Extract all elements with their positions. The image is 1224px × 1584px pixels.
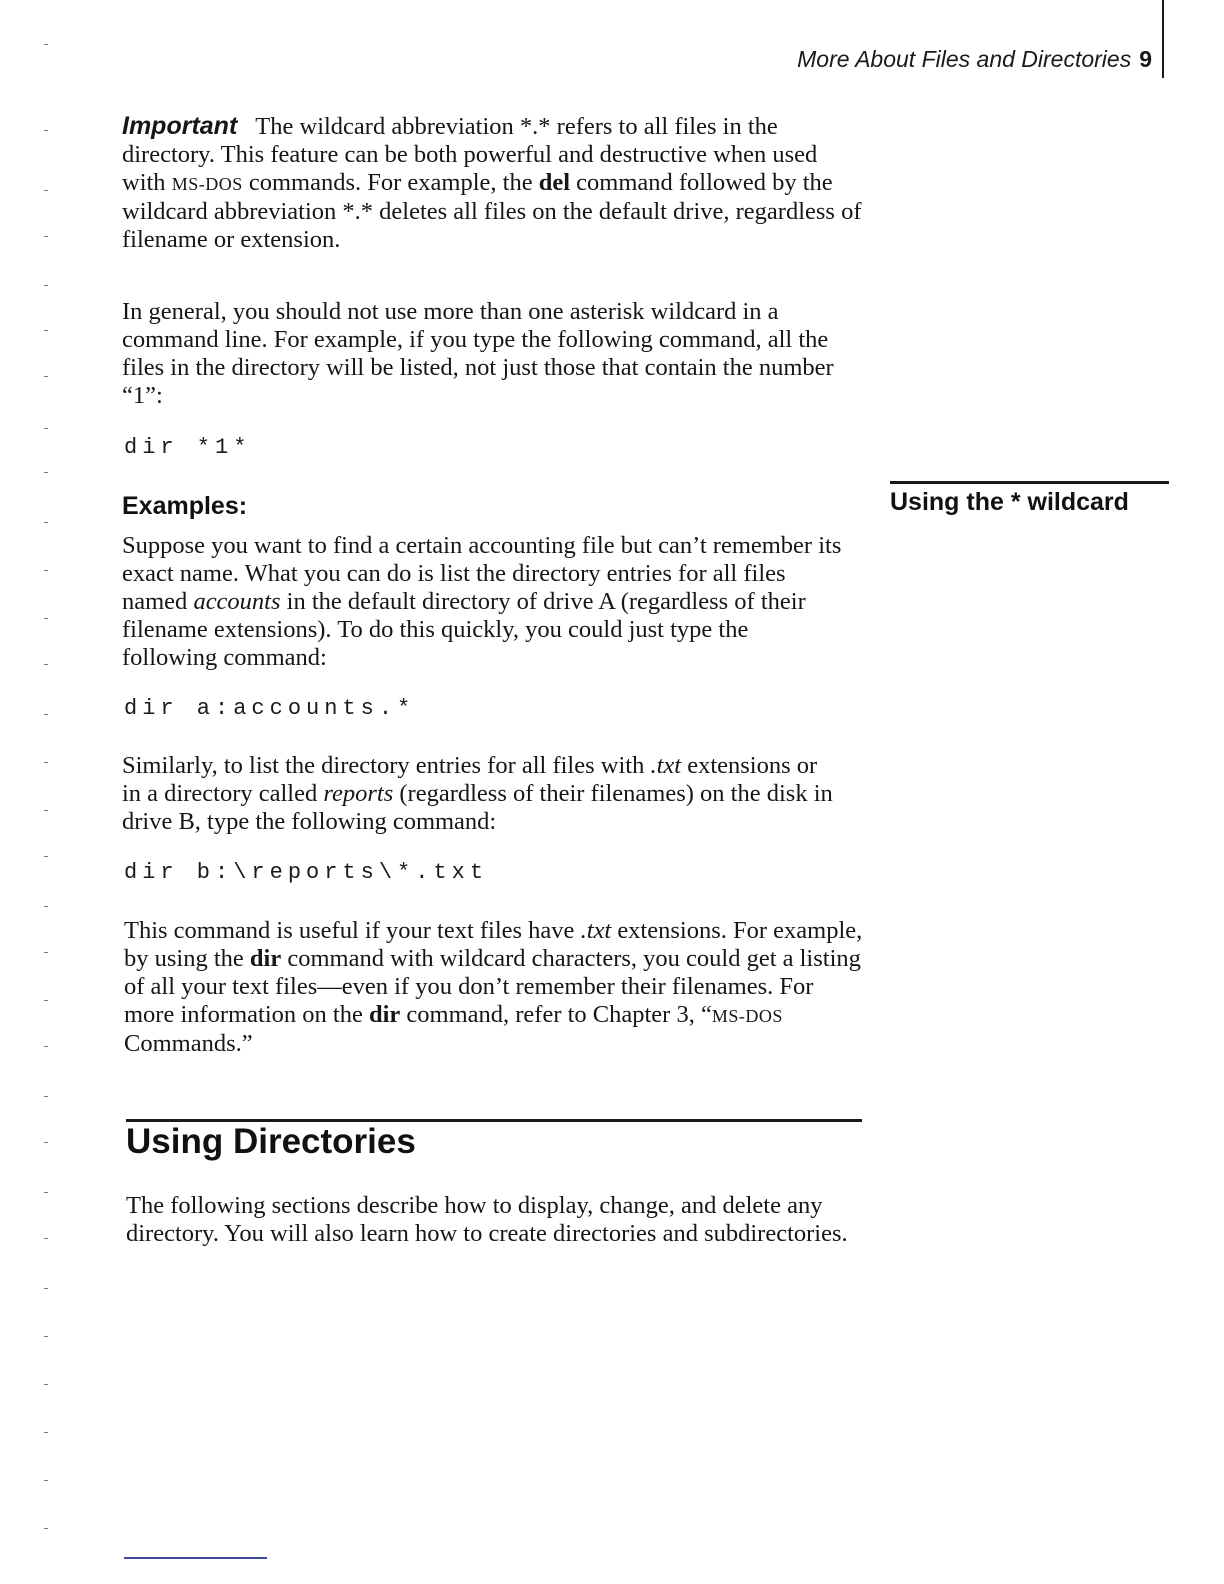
margin-tick [44, 1046, 48, 1047]
margin-tick [44, 906, 48, 907]
txt-term: .txt [650, 752, 682, 779]
margin-tick [44, 190, 48, 191]
margin-tick [44, 1096, 48, 1097]
del-command-term: del [538, 169, 571, 196]
similarly-text-part: (regardless of their filenames) on the disk in drive B, type the following command: [122, 780, 833, 835]
margin-tick [44, 44, 48, 45]
margin-tick [44, 762, 48, 763]
margin-tick [44, 856, 48, 857]
footer-rule [124, 1557, 267, 1559]
margin-tick [44, 664, 48, 665]
margin-tick [44, 1480, 48, 1481]
sidebar-rule [890, 481, 1169, 484]
page-number: 9 [1139, 46, 1152, 72]
suppose-text-part: in the default directory of drive A (regardless of their filename extensions). To do this quickly, you could just type the following command: [122, 588, 806, 671]
margin-tick [44, 472, 48, 473]
margin-tick [44, 618, 48, 619]
useful-text-part: This command is useful if your text files have [124, 917, 581, 944]
paragraph-suppose [122, 532, 842, 672]
margin-tick [44, 1238, 48, 1239]
code-example-dir-1: dir *1* [124, 435, 252, 460]
paragraph-similarly [122, 752, 842, 836]
margin-tick [44, 1142, 48, 1143]
paragraph-useful [124, 917, 864, 1058]
margin-tick [44, 522, 48, 523]
txt-term: .txt [580, 917, 612, 944]
margin-tick [44, 1384, 48, 1385]
section-heading-using-directories: Using Directories [126, 1122, 416, 1161]
paragraph-general: In general, you should not use more than one asterisk wildcard in a command line. For example, if you type the following command, all the files in the directory will be listed, not just those that contain the number “1”: [122, 298, 834, 409]
useful-text-part: Commands.” [124, 1030, 253, 1057]
margin-tick [44, 130, 48, 131]
ms-dos-term: MS-DOS [171, 174, 243, 194]
header-title: More About Files and Directories [797, 46, 1132, 72]
important-text-part: The wildcard abbreviation *.* refers to all files in the directory. This feature can be both powerful and destructive when used with [122, 113, 818, 196]
ms-dos-term: MS-DOS [711, 1006, 783, 1026]
suppose-text-part: Suppose you want to find a certain accounting file but can’t remember its exact name. What you can do is list the directory entries for all files named [122, 532, 842, 615]
margin-tick [44, 1336, 48, 1337]
similarly-text-part: Similarly, to list the directory entries for all files with [122, 752, 651, 779]
margin-tick [44, 428, 48, 429]
important-text-part: command followed by the wildcard abbreviation *.* deletes all files on the default drive, regardless of filename or extension. [122, 169, 862, 253]
similarly-text-part: extensions or in a directory called [122, 752, 818, 807]
code-example-dir-accounts: dir a:accounts.* [124, 696, 416, 721]
margin-tick [44, 285, 48, 286]
running-header [797, 46, 1152, 73]
important-label: Important [122, 112, 238, 140]
useful-text-part: extensions. For example, by using the [124, 917, 863, 972]
accounts-term: accounts [193, 588, 281, 615]
dir-command-term: dir [368, 1001, 401, 1028]
reports-term: reports [323, 780, 394, 807]
margin-tick [44, 1528, 48, 1529]
code-example-dir-reports: dir b:\reports\*.txt [124, 860, 489, 885]
margin-tick [44, 376, 48, 377]
important-note [122, 112, 862, 254]
margin-tick [44, 714, 48, 715]
useful-text-part: command, refer to Chapter 3, “ [400, 1001, 712, 1028]
paragraph-following: The following sections describe how to display, change, and delete any directory. You will also learn how to create directories and subdirectories. [126, 1192, 848, 1247]
header-vertical-rule [1162, 0, 1164, 78]
margin-tick [44, 330, 48, 331]
margin-tick [44, 1192, 48, 1193]
dir-command-term: dir [249, 945, 282, 972]
margin-tick [44, 1288, 48, 1289]
margin-tick [44, 952, 48, 953]
margin-tick [44, 236, 48, 237]
margin-tick [44, 1000, 48, 1001]
margin-tick [44, 810, 48, 811]
margin-tick [44, 570, 48, 571]
examples-heading: Examples: [122, 492, 248, 520]
sidebar-heading: Using the * wildcard [890, 488, 1129, 516]
important-text-part: commands. For example, the [242, 169, 539, 196]
margin-tick [44, 1432, 48, 1433]
useful-text-part: command with wildcard characters, you could get a listing of all your text files—even if you don’t remember their filenames. For more information on the [124, 945, 861, 1028]
